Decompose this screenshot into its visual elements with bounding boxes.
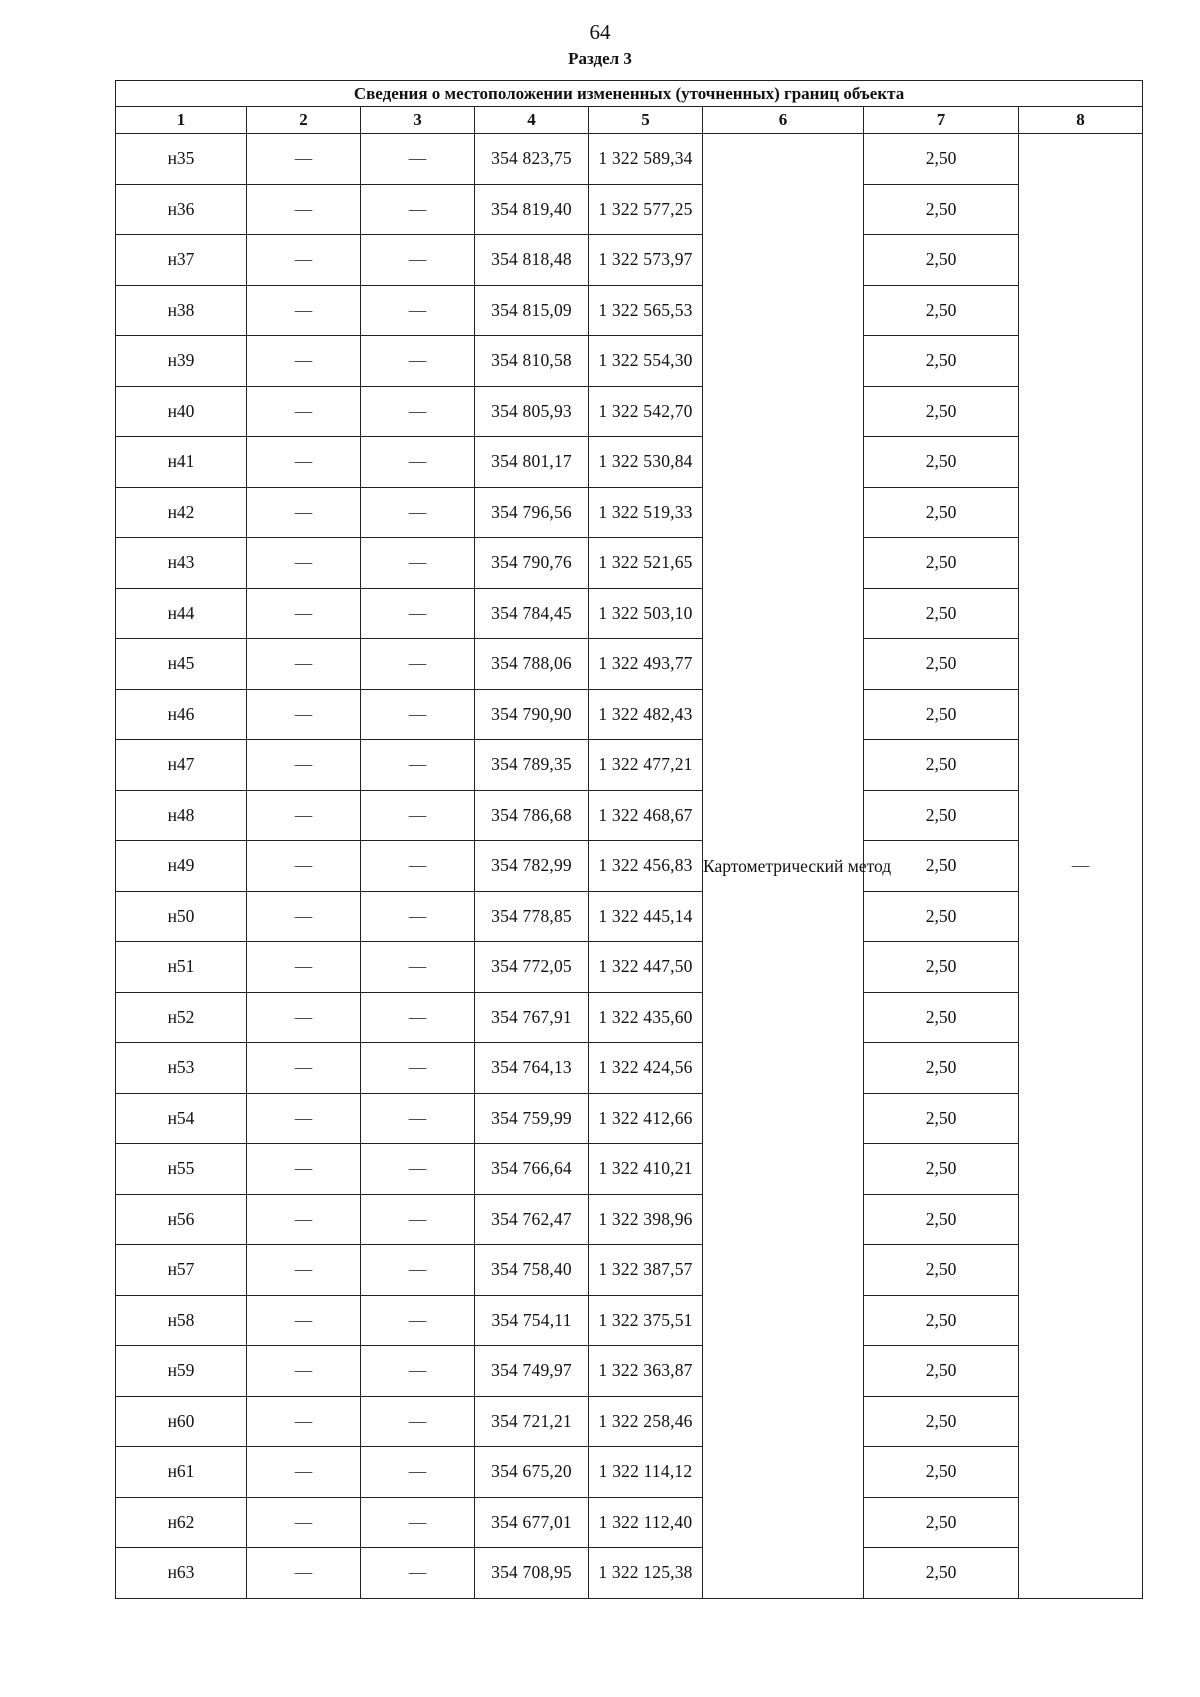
point-number-cell: н56: [116, 1194, 247, 1245]
table-row: [116, 285, 1143, 336]
accuracy-cell: 2,50: [864, 184, 1019, 235]
column-3-cell: —: [361, 1043, 475, 1094]
table-row: [116, 1295, 1143, 1346]
point-number-cell: н51: [116, 942, 247, 993]
x-coordinate-cell: 354 766,64: [475, 1144, 589, 1195]
column-3-cell: —: [361, 1295, 475, 1346]
accuracy-cell: 2,50: [864, 1144, 1019, 1195]
column-3-cell: —: [361, 639, 475, 690]
x-coordinate-cell: 354 805,93: [475, 386, 589, 437]
y-coordinate-cell: 1 322 482,43: [589, 689, 703, 740]
x-coordinate-cell: 354 790,76: [475, 538, 589, 589]
accuracy-cell: 2,50: [864, 841, 1019, 892]
table-row: [116, 487, 1143, 538]
accuracy-cell: 2,50: [864, 1396, 1019, 1447]
y-coordinate-cell: 1 322 554,30: [589, 336, 703, 387]
table-row: [116, 891, 1143, 942]
table-row: [116, 235, 1143, 286]
column-3-cell: —: [361, 992, 475, 1043]
point-number-cell: н49: [116, 841, 247, 892]
y-coordinate-cell: 1 322 493,77: [589, 639, 703, 690]
table-row: [116, 689, 1143, 740]
section-title: Раздел 3: [568, 49, 632, 68]
column-2-cell: —: [247, 386, 361, 437]
column-2-cell: —: [247, 1093, 361, 1144]
method-cell: Картометрический метод: [703, 134, 864, 1599]
accuracy-cell: 2,50: [864, 588, 1019, 639]
point-number-cell: н53: [116, 1043, 247, 1094]
y-coordinate-cell: 1 322 573,97: [589, 235, 703, 286]
x-coordinate-cell: 354 815,09: [475, 285, 589, 336]
point-number-cell: н44: [116, 588, 247, 639]
x-coordinate-cell: 354 675,20: [475, 1447, 589, 1498]
x-coordinate-cell: 354 801,17: [475, 437, 589, 488]
y-coordinate-cell: 1 322 363,87: [589, 1346, 703, 1397]
accuracy-cell: 2,50: [864, 285, 1019, 336]
column-3-cell: —: [361, 1346, 475, 1397]
point-number-cell: н46: [116, 689, 247, 740]
table-row: [116, 1245, 1143, 1296]
point-number-cell: н59: [116, 1346, 247, 1397]
column-3-cell: —: [361, 1093, 475, 1144]
y-coordinate-cell: 1 322 424,56: [589, 1043, 703, 1094]
column-2-cell: —: [247, 1295, 361, 1346]
y-coordinate-cell: 1 322 387,57: [589, 1245, 703, 1296]
table-row: [116, 437, 1143, 488]
column-2-cell: —: [247, 942, 361, 993]
y-coordinate-cell: 1 322 503,10: [589, 588, 703, 639]
x-coordinate-cell: 354 721,21: [475, 1396, 589, 1447]
accuracy-cell: 2,50: [864, 942, 1019, 993]
column-2-cell: —: [247, 1346, 361, 1397]
table-row: [116, 1043, 1143, 1094]
point-number-cell: н36: [116, 184, 247, 235]
column-3-cell: —: [361, 1144, 475, 1195]
column-2-cell: —: [247, 487, 361, 538]
point-number-cell: н58: [116, 1295, 247, 1346]
column-3-cell: —: [361, 1497, 475, 1548]
point-number-cell: н48: [116, 790, 247, 841]
x-coordinate-cell: 354 796,56: [475, 487, 589, 538]
table-row: [116, 1497, 1143, 1548]
y-coordinate-cell: 1 322 456,83: [589, 841, 703, 892]
y-coordinate-cell: 1 322 125,38: [589, 1548, 703, 1599]
column-3-cell: —: [361, 134, 475, 185]
accuracy-cell: 2,50: [864, 639, 1019, 690]
column-3-cell: —: [361, 588, 475, 639]
table-row: [116, 992, 1143, 1043]
table-row: [116, 841, 1143, 892]
column-number-row: [116, 107, 1143, 134]
table-row: [116, 134, 1143, 185]
table-title-row: [116, 81, 1143, 107]
column-3-cell: —: [361, 1447, 475, 1498]
y-coordinate-cell: 1 322 114,12: [589, 1447, 703, 1498]
accuracy-cell: 2,50: [864, 1194, 1019, 1245]
accuracy-cell: 2,50: [864, 1548, 1019, 1599]
column-2-cell: —: [247, 689, 361, 740]
column-2-cell: —: [247, 790, 361, 841]
column-2-cell: —: [247, 1396, 361, 1447]
x-coordinate-cell: 354 788,06: [475, 639, 589, 690]
point-number-cell: н42: [116, 487, 247, 538]
y-coordinate-cell: 1 322 447,50: [589, 942, 703, 993]
accuracy-cell: 2,50: [864, 891, 1019, 942]
table-title: Сведения о местоположении измененных (уточненных) границ объекта: [116, 81, 1143, 107]
accuracy-cell: 2,50: [864, 487, 1019, 538]
table-row: [116, 639, 1143, 690]
accuracy-cell: 2,50: [864, 1295, 1019, 1346]
y-coordinate-cell: 1 322 375,51: [589, 1295, 703, 1346]
column-2-cell: —: [247, 841, 361, 892]
x-coordinate-cell: 354 764,13: [475, 1043, 589, 1094]
point-number-cell: н41: [116, 437, 247, 488]
page-number: 64: [589, 20, 611, 44]
table-row: [116, 1093, 1143, 1144]
x-coordinate-cell: 354 778,85: [475, 891, 589, 942]
point-number-cell: н63: [116, 1548, 247, 1599]
x-coordinate-cell: 354 754,11: [475, 1295, 589, 1346]
y-coordinate-cell: 1 322 577,25: [589, 184, 703, 235]
x-coordinate-cell: 354 790,90: [475, 689, 589, 740]
column-3-cell: —: [361, 942, 475, 993]
column-number-6: 6: [703, 107, 864, 134]
point-number-cell: н35: [116, 134, 247, 185]
column-number-2: 2: [247, 107, 361, 134]
column-2-cell: —: [247, 639, 361, 690]
accuracy-cell: 2,50: [864, 235, 1019, 286]
column-number-1: 1: [116, 107, 247, 134]
table-row: [116, 538, 1143, 589]
table-row: [116, 790, 1143, 841]
y-coordinate-cell: 1 322 468,67: [589, 790, 703, 841]
column-2-cell: —: [247, 336, 361, 387]
x-coordinate-cell: 354 789,35: [475, 740, 589, 791]
x-coordinate-cell: 354 677,01: [475, 1497, 589, 1548]
x-coordinate-cell: 354 758,40: [475, 1245, 589, 1296]
point-number-cell: н43: [116, 538, 247, 589]
column-3-cell: —: [361, 740, 475, 791]
column-3-cell: —: [361, 184, 475, 235]
column-3-cell: —: [361, 235, 475, 286]
column-3-cell: —: [361, 841, 475, 892]
accuracy-cell: 2,50: [864, 1043, 1019, 1094]
table-row: [116, 942, 1143, 993]
x-coordinate-cell: 354 786,68: [475, 790, 589, 841]
column-2-cell: —: [247, 992, 361, 1043]
accuracy-cell: 2,50: [864, 1497, 1019, 1548]
column-3-cell: —: [361, 336, 475, 387]
column-3-cell: —: [361, 437, 475, 488]
table-row: [116, 1194, 1143, 1245]
point-number-cell: н52: [116, 992, 247, 1043]
column-2-cell: —: [247, 134, 361, 185]
table-row: [116, 336, 1143, 387]
x-coordinate-cell: 354 759,99: [475, 1093, 589, 1144]
point-number-cell: н40: [116, 386, 247, 437]
table-row: [116, 1447, 1143, 1498]
y-coordinate-cell: 1 322 519,33: [589, 487, 703, 538]
accuracy-cell: 2,50: [864, 134, 1019, 185]
point-number-cell: н55: [116, 1144, 247, 1195]
column-2-cell: —: [247, 538, 361, 589]
column-2-cell: —: [247, 588, 361, 639]
point-number-cell: н62: [116, 1497, 247, 1548]
y-coordinate-cell: 1 322 445,14: [589, 891, 703, 942]
point-number-cell: н38: [116, 285, 247, 336]
column-2-cell: —: [247, 235, 361, 286]
point-number-cell: н37: [116, 235, 247, 286]
column-2-cell: —: [247, 740, 361, 791]
y-coordinate-cell: 1 322 477,21: [589, 740, 703, 791]
x-coordinate-cell: 354 708,95: [475, 1548, 589, 1599]
y-coordinate-cell: 1 322 410,21: [589, 1144, 703, 1195]
column-3-cell: —: [361, 689, 475, 740]
accuracy-cell: 2,50: [864, 386, 1019, 437]
point-number-cell: н60: [116, 1396, 247, 1447]
x-coordinate-cell: 354 784,45: [475, 588, 589, 639]
table-row: [116, 1396, 1143, 1447]
accuracy-cell: 2,50: [864, 740, 1019, 791]
accuracy-cell: 2,50: [864, 336, 1019, 387]
point-number-cell: н50: [116, 891, 247, 942]
table-row: [116, 1548, 1143, 1599]
column-2-cell: —: [247, 1447, 361, 1498]
column-3-cell: —: [361, 891, 475, 942]
column-2-cell: —: [247, 1043, 361, 1094]
column-number-3: 3: [361, 107, 475, 134]
table-row: [116, 588, 1143, 639]
y-coordinate-cell: 1 322 258,46: [589, 1396, 703, 1447]
x-coordinate-cell: 354 767,91: [475, 992, 589, 1043]
point-number-cell: н61: [116, 1447, 247, 1498]
column-number-7: 7: [864, 107, 1019, 134]
column-3-cell: —: [361, 487, 475, 538]
point-number-cell: н47: [116, 740, 247, 791]
column-3-cell: —: [361, 386, 475, 437]
table-body: [116, 134, 1143, 1599]
y-coordinate-cell: 1 322 398,96: [589, 1194, 703, 1245]
accuracy-cell: 2,50: [864, 689, 1019, 740]
table-row: [116, 740, 1143, 791]
x-coordinate-cell: 354 818,48: [475, 235, 589, 286]
table-row: [116, 1346, 1143, 1397]
column-3-cell: —: [361, 1194, 475, 1245]
column-3-cell: —: [361, 285, 475, 336]
y-coordinate-cell: 1 322 112,40: [589, 1497, 703, 1548]
table-row: [116, 386, 1143, 437]
y-coordinate-cell: 1 322 565,53: [589, 285, 703, 336]
column-3-cell: —: [361, 1396, 475, 1447]
x-coordinate-cell: 354 810,58: [475, 336, 589, 387]
x-coordinate-cell: 354 823,75: [475, 134, 589, 185]
column-2-cell: —: [247, 1144, 361, 1195]
column-number-8: 8: [1019, 107, 1143, 134]
x-coordinate-cell: 354 819,40: [475, 184, 589, 235]
column-3-cell: —: [361, 1245, 475, 1296]
column-2-cell: —: [247, 285, 361, 336]
y-coordinate-cell: 1 322 521,65: [589, 538, 703, 589]
accuracy-cell: 2,50: [864, 992, 1019, 1043]
table-row: [116, 1144, 1143, 1195]
column-2-cell: —: [247, 1548, 361, 1599]
x-coordinate-cell: 354 762,47: [475, 1194, 589, 1245]
column-2-cell: —: [247, 1194, 361, 1245]
accuracy-cell: 2,50: [864, 1346, 1019, 1397]
column-2-cell: —: [247, 1497, 361, 1548]
column-2-cell: —: [247, 891, 361, 942]
point-number-cell: н45: [116, 639, 247, 690]
x-coordinate-cell: 354 749,97: [475, 1346, 589, 1397]
point-number-cell: н54: [116, 1093, 247, 1144]
y-coordinate-cell: 1 322 530,84: [589, 437, 703, 488]
column-3-cell: —: [361, 538, 475, 589]
column-2-cell: —: [247, 437, 361, 488]
column-number-5: 5: [589, 107, 703, 134]
y-coordinate-cell: 1 322 589,34: [589, 134, 703, 185]
column-number-4: 4: [475, 107, 589, 134]
column-2-cell: —: [247, 1245, 361, 1296]
y-coordinate-cell: 1 322 435,60: [589, 992, 703, 1043]
table-row: [116, 184, 1143, 235]
accuracy-cell: 2,50: [864, 1447, 1019, 1498]
y-coordinate-cell: 1 322 542,70: [589, 386, 703, 437]
coordinates-table: [115, 80, 1143, 1599]
column-3-cell: —: [361, 790, 475, 841]
accuracy-cell: 2,50: [864, 1245, 1019, 1296]
accuracy-cell: 2,50: [864, 1093, 1019, 1144]
column-8-cell: —: [1019, 134, 1143, 1599]
accuracy-cell: 2,50: [864, 790, 1019, 841]
y-coordinate-cell: 1 322 412,66: [589, 1093, 703, 1144]
column-2-cell: —: [247, 184, 361, 235]
point-number-cell: н57: [116, 1245, 247, 1296]
accuracy-cell: 2,50: [864, 437, 1019, 488]
x-coordinate-cell: 354 772,05: [475, 942, 589, 993]
x-coordinate-cell: 354 782,99: [475, 841, 589, 892]
accuracy-cell: 2,50: [864, 538, 1019, 589]
point-number-cell: н39: [116, 336, 247, 387]
column-3-cell: —: [361, 1548, 475, 1599]
